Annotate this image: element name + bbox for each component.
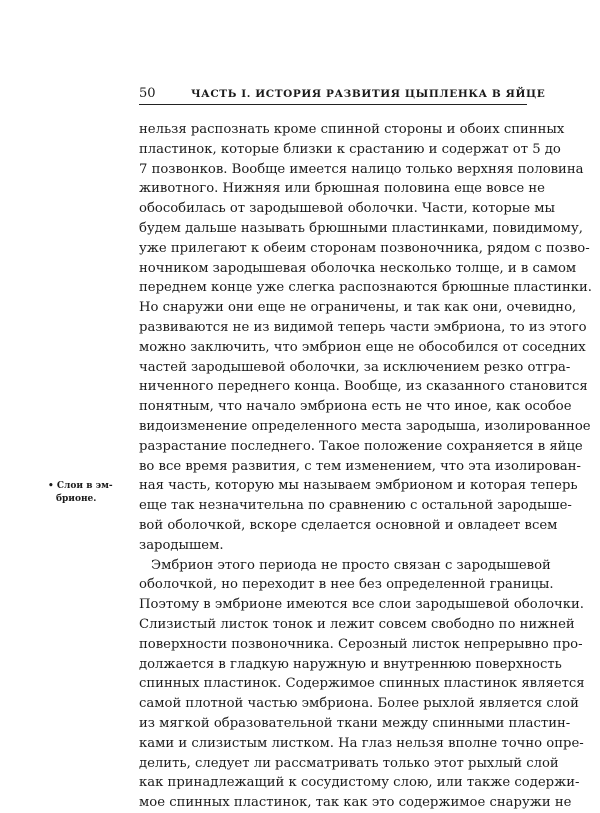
text-line: 7 позвонков. Вообще имеется налицо только верхняя половина	[139, 161, 584, 177]
text-line: будем дальше называть брюшными пластинками, повидимому,	[139, 220, 583, 236]
text-line: Но снаружи они еще не ограничены, и так как они, очевидно,	[139, 300, 577, 316]
page-header	[139, 86, 546, 105]
text-line: самой плотной частью эмбриона. Более рыхлой является слой	[139, 696, 579, 712]
text-line: Поэтому в эмбрионе имеются все слои зародышевой оболочки.	[139, 597, 584, 613]
text-line: поверхности позвоночника. Серозный листок непрерывно про-	[139, 636, 583, 652]
text-line: нельзя распознать кроме спинной стороны и обоих спинных	[139, 122, 565, 137]
text-line: разрастание последнего. Такое положение сохраняется в яйце	[139, 438, 583, 454]
text-line: ками и слизистым листком. На глаз нельзя вполне точно опре-	[139, 735, 584, 751]
text-line: видоизменение определенного места зародыша, изолированное	[139, 418, 591, 434]
text-line: Слизистый листок тонок и лежит совсем свободно по нижней	[139, 616, 575, 632]
text-line: ная часть, которую мы называем эмбрионом и которая теперь	[139, 478, 578, 494]
page-number: 50	[139, 86, 156, 101]
text-line: животного. Нижняя или брюшная половина еще вовсе не	[139, 181, 545, 197]
text-line: как принадлежащий к сосудистому слою, или также содержи-	[139, 775, 580, 791]
text-line: еще так незначительна по сравнению с остальной зародыше-	[139, 498, 572, 514]
text-line: переднем конце уже слегка распознаются брюшные пластинки.	[139, 280, 592, 296]
text-line: из мягкой образовательной ткани между спинными пластин-	[139, 715, 571, 731]
text-line: делить, следует ли рассматривать только этот рыхлый слой	[139, 755, 559, 771]
text-line: пластинок, которые близки к срастанию и содержат от 5 до	[139, 141, 561, 157]
text-line: оболочкой, но переходит в нее без определенной границы.	[139, 577, 554, 593]
text-line: понятным, что начало эмбриона есть не что иное, как особое	[139, 399, 572, 415]
margin-note-line: брионе.	[56, 494, 97, 504]
running-head: ЧАСТЬ I. ИСТОРИЯ РАЗВИТИЯ ЦЫПЛЕНКА В ЯЙЦЕ	[191, 88, 546, 100]
text-line: обособилась от зародышевой оболочки. Части, которые мы	[139, 201, 556, 217]
text-line: развиваются не из видимой теперь части эмбриона, то из этого	[139, 319, 587, 335]
text-line: уже прилегают к обеим сторонам позвоночника, рядом с позво-	[139, 240, 590, 256]
text-line: должается в гладкую наружную и внутреннюю поверхность	[139, 656, 562, 672]
text-line: спинных пластинок. Содержимое спинных пластинок является	[139, 676, 585, 692]
text-line: ниченного переднего конца. Вообще, из сказанного становится	[139, 379, 588, 395]
margin-note	[48, 480, 113, 506]
text-line: Эмбрион этого периода не просто связан с зародышевой	[151, 557, 551, 573]
text-line: зародышем.	[139, 537, 224, 553]
text-line: ночником зародышевая оболочка несколько толще, и в самом	[139, 260, 577, 276]
text-line: мое спинных пластинок, так как это содержимое снаружи не	[139, 795, 572, 811]
body-text	[139, 120, 592, 813]
text-line: во все время развития, с тем изменением, что эта изолирован-	[139, 458, 581, 474]
text-line: частей зародышевой оболочки, за исключением резко отгра-	[139, 359, 571, 375]
margin-note-line: • Слои в эм-	[48, 481, 113, 491]
text-line: можно заключить, что эмбрион еще не обособился от соседних	[139, 339, 586, 355]
text-line: вой оболочкой, вскоре сделается основной и овладеет всем	[139, 517, 558, 533]
